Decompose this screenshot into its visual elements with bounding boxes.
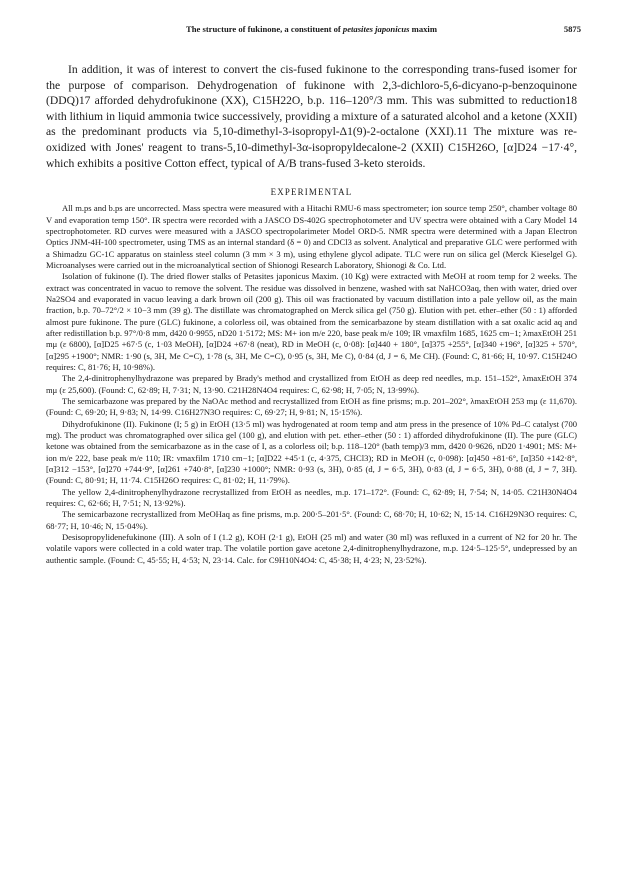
paragraph-dnp-hydrazone: The 2,4-dinitrophenylhydrazone was prepared by Brady's method and crystallized from EtOH as deep red needles, m.p. 151–152°, λmaxEtOH 374 mμ (ε 25,600). (Found: C, 62·89; H, 7·31; N, 13·90. C21H28N4O4 requires: C, 62·98; H, 7·05; N, 13·99%). bbox=[46, 373, 577, 395]
results-discussion bbox=[46, 62, 577, 171]
running-title-species: petasites japonicus bbox=[342, 24, 410, 34]
paragraph-desisopropylidene: Desisopropylidenefukinone (III). A soln of I (1.2 g), KOH (2·1 g), EtOH (25 ml) and water (30 ml) was refluxed in a current of N2 for 20 hr. The volatile vapors were collected in a cold water trap. The volatile portion gave acetone 2,4-dinitrophenylhydrazone, m.p. 124·5–125·5°, undepressed by an authentic sample. (Found: C, 45·55; H, 4·53; N, 23·14. Calc. for C9H10N4O4: C, 45·38; H, 4·23; N, 23·52%). bbox=[46, 532, 577, 565]
section-heading: EXPERIMENTAL bbox=[270, 187, 353, 198]
paragraph-dihydrofukinone: Dihydrofukinone (II). Fukinone (I; 5 g) in EtOH (13·5 ml) was hydrogenated at room temp and atm press in the presence of 10% Pd–C catalyst (700 mg). The product was chromatographed over silica gel (100 g), and elution with pet. ether–ether (50 : 1) afforded dihydrofukinone (II). The pure (GLC) ketone was obtained from the semicarbazone as in the case of I, as a colorless oil; b.p. 118–120° (bath temp)/3 mm, d420 0·9626, nD20 1·4901; MS: M+ ion m/e 222, base peak m/e 110; IR: νmaxfilm 1710 cm−1; [α]D22 +45·1 (c, 4·375, CHCl3); RD in MeOH (c, 0·098): [α]450 +81·6°, [α]350 +142·8°, [α]312 −153°, [α]270 +744·9°, [α]261 +740·8°, [α]230 +1000°; NMR: 0·93 (s, 3H), 0·85 (d, J = 6·5, 3H), 0·83 (d, J = 6·5, 3H), 0·88 (d, J = 7, 3H). (Found: C, 80·91; H, 11·74. C15H26O requires: C, 81·02; H, 11·79%). bbox=[46, 418, 577, 486]
paragraph-dihydro-dnp: The yellow 2,4-dinitrophenylhydrazone recrystallized from EtOH as needles, m.p. 171–172°. (Found: C, 62·89; H, 7·54; N, 14·05. C21H30N4O4 requires: C, 62·66; H, 7·51; N, 13·92%). bbox=[46, 486, 577, 509]
running-title bbox=[46, 24, 577, 34]
intro-paragraph: In addition, it was of interest to convert the cis-fused fukinone to the corresponding trans-fused isomer for the purpose of comparison. Dehydrogenation of fukinone with 2,3-dichloro-5,6-dicyano-p-benzoquinone (DDQ)17 afforded dehydrofukinone (XX), C15H22O, b.p. 116–120°/3 mm. This was submitted to reduction18 with lithium in liquid ammonia twice successively, providing a mixture of a saturated alcohol and a ketone (XXII) as the predominant products via 5,10-dimethyl-3-isopropyl-Δ1(9)-2-octalone (XXI).11 The mixture was re-oxidized with Jones' reagent to trans-5,10-dimethyl-3α-isopropyldecalone-2 (XXII) C15H26O, [α]D24 −17·4°, which exhibits a positive Cotton effect, typical of A/B trans-fused 3-keto steroids. bbox=[46, 63, 577, 170]
experimental-body bbox=[46, 203, 577, 566]
running-title-prefix: The structure of fukinone, a constituent of bbox=[186, 24, 343, 34]
paragraph-isolation-fukinone: Isolation of fukinone (I). The dried flower stalks of Petasites japonicus Maxim. (10 Kg) were extracted with MeOH at room temp for 2 weeks. The extract was concentrated in vacuo to remove the solvent. The residue was dissolved in benzene, washed with sat NaHCO3aq, then with water, dried over Na2SO4 and evaporated in vacuo leaving a dark brown oil (200 g). This oil was fractionated by vacuum distillation into a pale yellow oil, as the main fraction, b.p. 70–72°/2 × 10−3 mm (39 g). The distillate was chromatographed on Merck silica gel (750 g). Elution with pet. ether–ether (50 : 1) afforded almost pure fukinone. The pure (GLC) fukinone, a colorless oil, was obtained from the semicarbazone by steam distillation with a sat oxalic acid aq and after redistillation b.p. 97°/0·8 mm, d420 0·9955, nD20 1·5172; MS: M+ ion m/e 220, base peak m/e 109; IR νmaxfilm 1685, 1625 cm−1; λmaxEtOH 251 mμ (ε 6800), [α]D25 +67·5 (c, 1·03 MeOH), [α]D24 +67·8 (neat), RD in MeOH (c, 0·08): [α]440 + 180°, [α]375 +255°, [α]340 +196°, [α]325 + 570°, [α]295 +1900°; NMR: 1·90 (s, 3H, Me C=C), 1·78 (s, 3H, Me C=C), 0·95 (s, 3H, Me C), 0·84 (d, J = 6, Me CH). (Found: C, 81·66; H, 10·97. C15H24O requires: C, 81·76; H, 10·98%). bbox=[46, 271, 577, 372]
paragraph-dihydro-semicarbazone: The semicarbazone recrystallized from MeOHaq as fine prisms, m.p. 200·5–201·5°. (Found: C, 68·70; H, 10·62; N, 15·14. C16H29N3O requires: C, 68·77; H, 10·46; N, 15·04%). bbox=[46, 509, 577, 531]
paragraph-general-methods: All m.ps and b.ps are uncorrected. Mass spectra were measured with a Hitachi RMU-6 mass spectrometer; ion source temp 250°, chamber voltage 80 V and evaporation temp 150°. IR spectra were recorded with a JASCO DS-402G spectrophotometer and UV spectra were obtained with a Cary Model 14 spectrophotometer. RD curves were measured with a JASCO spectropolarimeter Model ORD-5. NMR spectra were determined with a Japan Electron Optics JNM-4H-100 spectrometer, using TMS as an internal standard (δ = 0) and CDCl3 as solvent. Analytical and preparative GLC were performed with a Shimadzu GC-1C apparatus on stainless steel column (3 mm × 3 m), using ethylene glycol adipate. TLC were run on silica gel (Merck Kieselgel G). Microanalyses were carried out in the microanalytical section of Shionogi Research Laboratory, Shionogi & Co. Ltd. bbox=[46, 203, 577, 270]
page-number: 5875 bbox=[563, 24, 581, 34]
running-title-suffix: maxim bbox=[409, 24, 437, 34]
running-header bbox=[46, 22, 581, 44]
paragraph-semicarbazone: The semicarbazone was prepared by the NaOAc method and recrystallized from EtOH as fine prisms; m.p. 201–202°, λmaxEtOH 253 mμ (ε 11,670). (Found: C, 69·20; H, 9·83; N, 14·99. C16H27N3O requires: C, 69·27; H, 9·81; N, 15·15%). bbox=[46, 396, 577, 418]
